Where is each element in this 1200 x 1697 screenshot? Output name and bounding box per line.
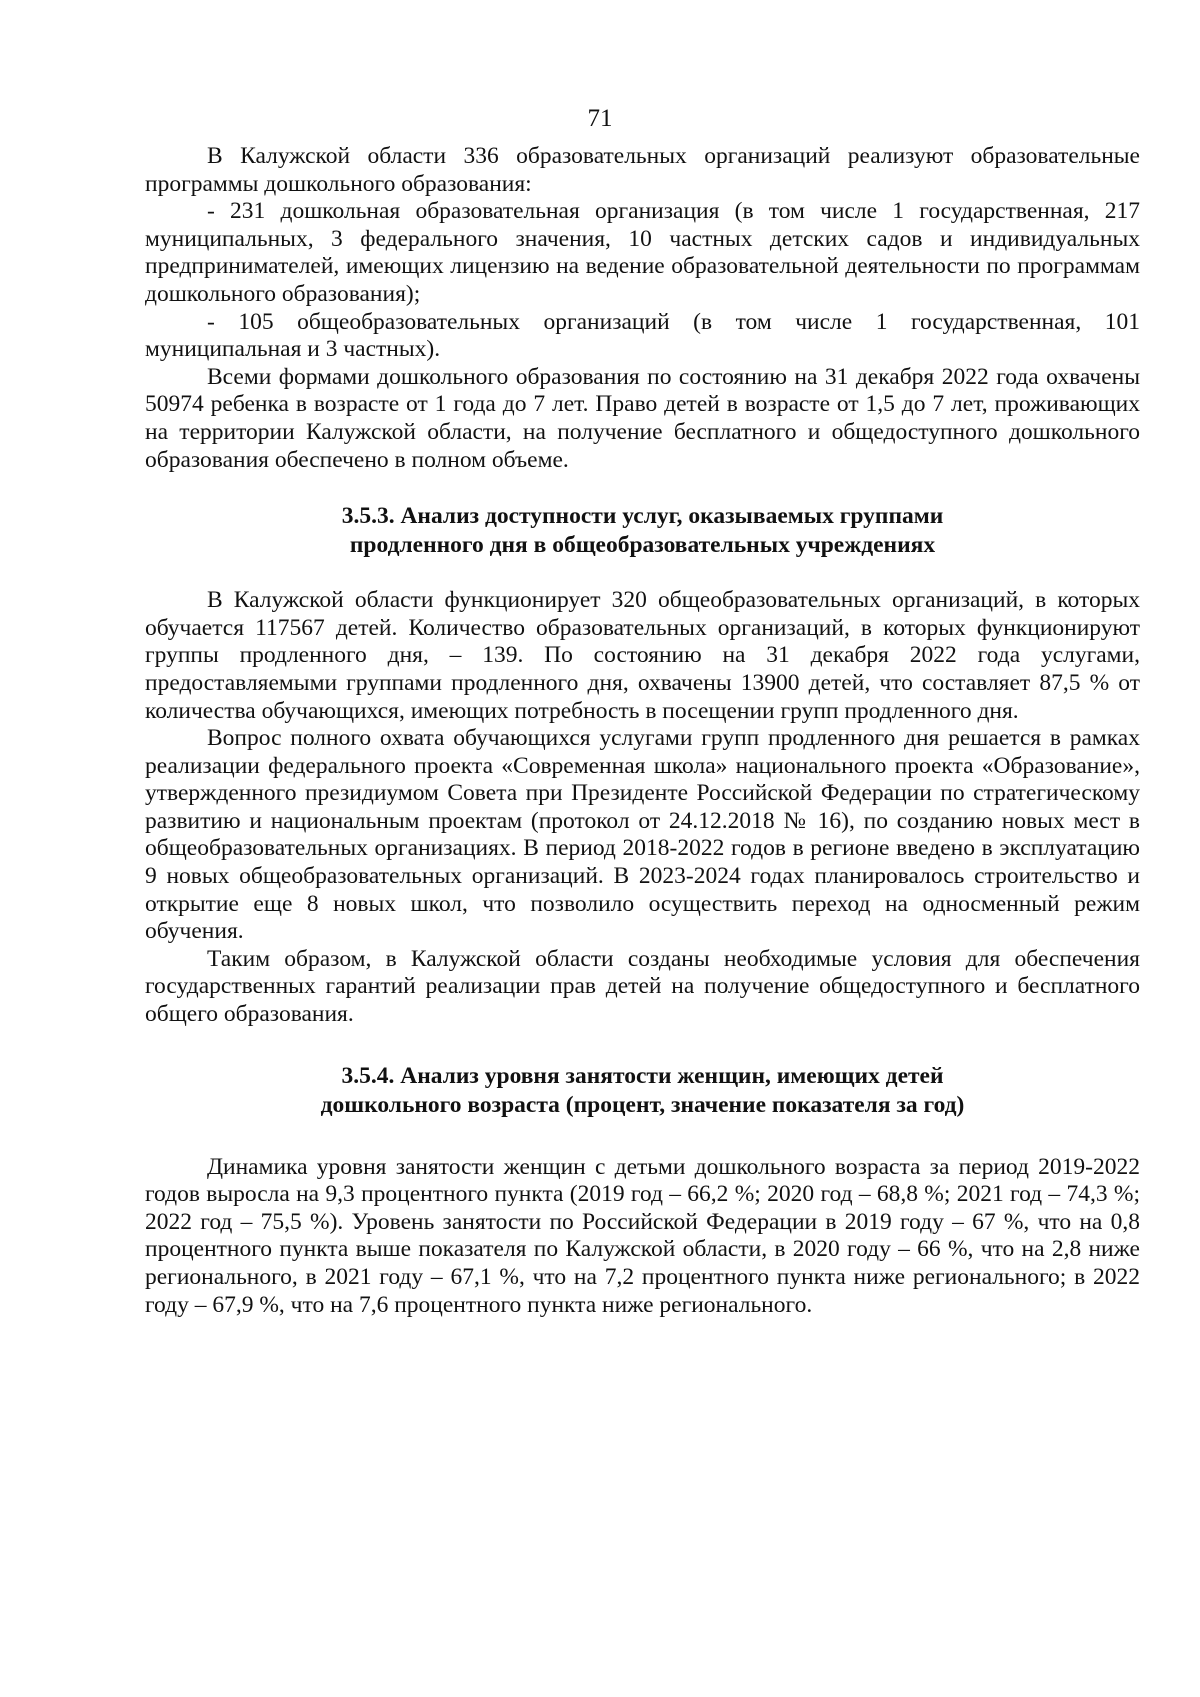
intro-list-item-preschool: - 231 дошкольная образовательная организация (в том числе 1 государственная, 217 муниципальных, 3 федерального значения, 10 частных детских садов и индивидуальных предпринимателей, имеющих лицензию на ведение образовательной деятельности по программам дошкольного образования); <box>145 198 1140 307</box>
section-3-5-3-heading <box>145 502 1140 560</box>
section-3-5-3-heading-line1: 3.5.3. Анализ доступности услуг, оказываемых группами <box>341 503 944 530</box>
section-3-5-4-paragraph-1: Динамика уровня занятости женщин с детьми дошкольного возраста за период 2019-2022 годов выросла на 9,3 процентного пункта (2019 год – 66,2 %; 2020 год – 68,8 %; 2021 год – 74,3 %; 2022 год – 75,5 %). Уровень занятости по Российской Федерации в 2019 году – 67 %, что на 0,8 процентного пункта выше показателя по Калужской области, в 2020 году – 66 %, что на 2,8 ниже регионального, в 2021 году – 67,1 %, что на 7,2 процентного пункта ниже регионального; в 2022 году – 67,9 %, что на 7,6 процентного пункта ниже регионального. <box>145 1153 1140 1318</box>
section-3-5-3-paragraph-3: Таким образом, в Калужской области созданы необходимые условия для обеспечения государственных гарантий реализации прав детей на получение общедоступного и бесплатного общего образования. <box>145 945 1140 1028</box>
section-3-5-4-heading-line2: дошкольного возраста (процент, значение показателя за год) <box>320 1091 965 1118</box>
section-3-5-3-heading-line2: продленного дня в общеобразовательных учреждениях <box>349 532 936 559</box>
page-content <box>145 143 1140 1319</box>
section-3-5-4-heading-line1: 3.5.4. Анализ уровня занятости женщин, имеющих детей <box>341 1062 944 1089</box>
section-3-5-3-paragraph-1: В Калужской области функционирует 320 общеобразовательных организаций, в которых обучается 117567 детей. Количество образовательных организаций, в которых функционируют группы продленного дня, – 139. По состоянию на 31 декабря 2022 года услугами, предоставляемыми группами продленного дня, охвачены 13900 детей, что составляет 87,5 % от количества обучающихся, имеющих потребность в посещении групп продленного дня. <box>145 587 1140 724</box>
intro-coverage-paragraph: Всеми формами дошкольного образования по состоянию на 31 декабря 2022 года охвачены 50974 ребенка в возрасте от 1 года до 7 лет. Право детей в возрасте от 1,5 до 7 лет, проживающих на территории Калужской области, на получение бесплатного и общедоступного дошкольного образования обеспечено в полном объеме. <box>145 363 1140 473</box>
section-3-5-4-heading <box>145 1062 1140 1120</box>
intro-list-item-general: - 105 общеобразовательных организаций (в том числе 1 государственная, 101 муниципальная и 3 частных). <box>145 308 1140 363</box>
section-3-5-3-paragraph-2: Вопрос полного охвата обучающихся услугами групп продленного дня решается в рамках реализации федерального проекта «Современная школа» национального проекта «Образование», утвержденного президиумом Совета при Президенте Российской Федерации по стратегическому развитию и национальным проектам (протокол от 24.12.2018 № 16), по созданию новых мест в общеобразовательных организациях. В период 2018-2022 годов в регионе введено в эксплуатацию 9 новых общеобразовательных организаций. В 2023-2024 годах планировалось строительство и открытие еще 8 новых школ, что позволило осуществить переход на односменный режим обучения. <box>145 725 1140 945</box>
page-number: 71 <box>587 105 613 132</box>
intro-lead-paragraph: В Калужской области 336 образовательных организаций реализуют образовательные программы дошкольного образования: <box>145 143 1140 197</box>
